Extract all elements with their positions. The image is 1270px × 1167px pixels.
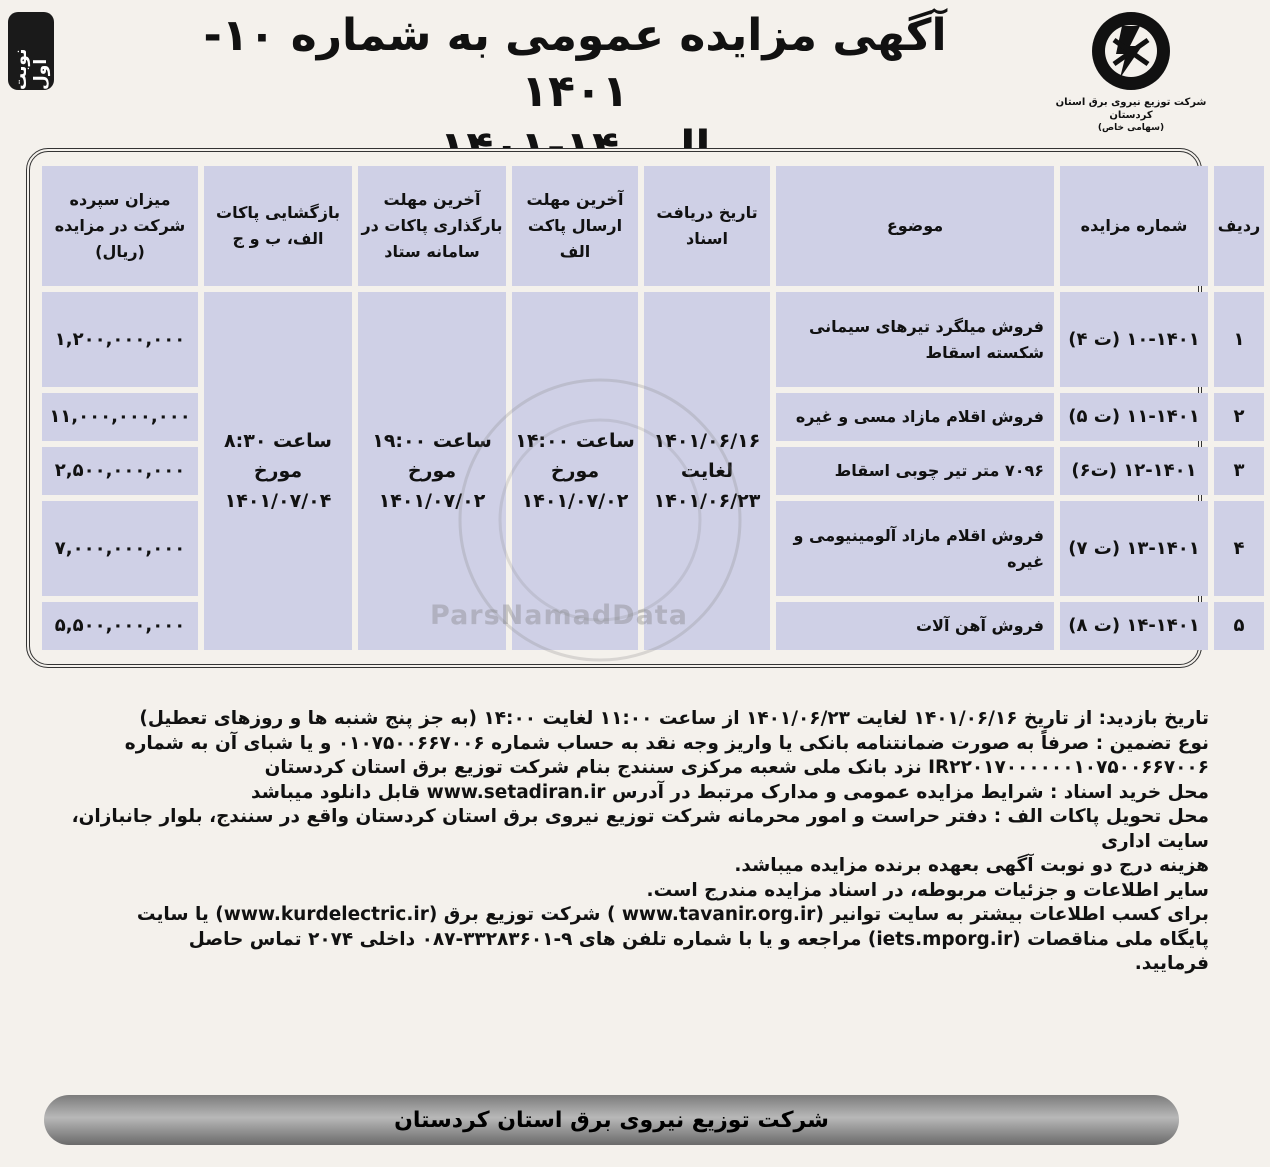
other-info-line: سایر اطلاعات و جزئیات مربوطه، در اسناد مزایده مندرج است.	[646, 879, 1209, 901]
header-radif: ردیف	[1214, 166, 1264, 286]
cell-radif: ۱	[1214, 292, 1264, 387]
badge-label: نوبت اول	[11, 48, 51, 90]
guarantee-line: نوع تضمین : صرفاً به صورت ضمانتنامه بانکی یا واریز وجه نقد به حساب شماره ۰۱۰۷۵۰۰۶۶۷۰۰۶ و یا شبای آن به شماره	[124, 732, 1209, 754]
title-line-1: آگهی مزایده عمومی به شماره ۱۰- ۱۴۰۱	[203, 10, 947, 117]
opening-date: ۱۴۰۱/۰۷/۰۴	[224, 490, 332, 512]
cell-deposit: ۷,۰۰۰,۰۰۰,۰۰۰	[42, 501, 198, 596]
closing-line: فرمایید.	[1134, 953, 1209, 974]
cell-subject: فروش اقلام مازاد آلومینیومی و غیره	[776, 501, 1054, 596]
upload-time: ساعت ۱۹:۰۰	[372, 430, 492, 452]
cell-radif: ۴	[1214, 501, 1264, 596]
cell-radif: ۵	[1214, 602, 1264, 650]
cell-auction-number: ۱۰-۱۴۰۱ (ت ۴)	[1060, 292, 1208, 387]
cell-deposit: ۱,۲۰۰,۰۰۰,۰۰۰	[42, 292, 198, 387]
contact-line: پایگاه ملی مناقصات (iets.mporg.ir) مراجعه و یا با شماره تلفن های ۹-۳۳۲۸۳۶۰۱-۰۸۷ داخلی ۲۰۷۴ تماس حاصل	[188, 928, 1209, 950]
opening-dated-label: مورخ	[253, 460, 303, 482]
more-info-line: برای کسب اطلاعات بیشتر به سایت توانیر (www.tavanir.org.ir ) شرکت توزیع برق (www.kurdelectric.ir) یا سایت	[136, 904, 1209, 925]
cell-subject: فروش اقلام مازاد مسی و غیره	[776, 393, 1054, 441]
delivery-location-line: محل تحویل پاکات الف : دفتر حراست و امور محرمانه شرکت توزیع نیروی برق استان کردستان واقع در سنندج، بلوار جانبازان،	[71, 806, 1209, 827]
auction-table	[36, 160, 1270, 656]
receipt-until-label: لغایت	[680, 460, 734, 482]
cell-subject: فروش آهن آلات	[776, 602, 1054, 650]
header-opening: بازگشایی پاکات الف، ب و ج	[204, 166, 352, 286]
visit-date-line: تاریخ بازدید: از تاریخ ۱۴۰۱/۰۶/۱۶ لغایت ۱۴۰۱/۰۶/۲۳ از ساعت ۱۱:۰۰ لغایت ۱۴:۰۰ (به جز پنج شنبه ها و روزهای تعطیل)	[139, 708, 1209, 729]
receipt-to: ۱۴۰۱/۰۶/۲۳	[653, 490, 761, 512]
cell-subject: فروش میلگرد تیرهای سیمانی شکسته اسقاط	[776, 292, 1054, 387]
cell-upload-deadline	[358, 292, 506, 650]
cell-deposit: ۱۱,۰۰۰,۰۰۰,۰۰۰	[42, 393, 198, 441]
company-logo	[1051, 12, 1211, 132]
header-send-deadline: آخرین مهلت ارسال پاکت الف	[512, 166, 638, 286]
upload-date: ۱۴۰۱/۰۷/۰۲	[378, 490, 486, 512]
send-dated-label: مورخ	[550, 460, 600, 482]
header-receipt-date: تاریخ دریافت اسناد	[644, 166, 770, 286]
electricity-logo-icon	[1092, 12, 1170, 90]
first-publication-badge	[8, 12, 54, 90]
cell-opening	[204, 292, 352, 650]
header-deposit: میزان سپرده شرکت در مزایده (ریال)	[42, 166, 198, 286]
cell-send-deadline	[512, 292, 638, 650]
cell-subject: ۷۰۹۶ متر تیر چوبی اسقاط	[776, 447, 1054, 495]
header-auction-number: شماره مزایده	[1060, 166, 1208, 286]
send-date: ۱۴۰۱/۰۷/۰۲	[521, 490, 629, 512]
receipt-from: ۱۴۰۱/۰۶/۱۶	[653, 430, 761, 452]
iban-line: IR۲۲۰۱۷۰۰۰۰۰۰۱۰۷۵۰۰۶۶۷۰۰۶ نزد بانک ملی شعبه مرکزی سنندج بنام شرکت توزیع برق استان کردستان	[264, 757, 1209, 778]
table-header-row	[42, 166, 1264, 286]
footer-company-name: شرکت توزیع نیروی برق استان کردستان	[394, 1107, 829, 1133]
cell-auction-number: ۱۲-۱۴۰۱ (ت۶)	[1060, 447, 1208, 495]
auction-table-frame	[26, 148, 1261, 668]
watermark-text: ParsNamadData	[430, 600, 688, 631]
upload-dated-label: مورخ	[407, 460, 457, 482]
footer-banner	[44, 1095, 1179, 1145]
opening-time: ساعت ۸:۳۰	[224, 430, 332, 452]
cell-auction-number: ۱۴-۱۴۰۱ (ت ۸)	[1060, 602, 1208, 650]
cell-auction-number: ۱۳-۱۴۰۱ (ت ۷)	[1060, 501, 1208, 596]
cell-radif: ۲	[1214, 393, 1264, 441]
cell-deposit: ۵,۵۰۰,۰۰۰,۰۰۰	[42, 602, 198, 650]
documents-purchase-line: محل خرید اسناد : شرایط مزایده عمومی و مدارک مرتبط در آدرس www.setadiran.ir قابل دانلود میباشد	[251, 781, 1209, 803]
table-row	[42, 292, 1264, 387]
logo-company-name: شرکت توزیع نیروی برق استان کردستان	[1055, 97, 1207, 121]
header-subject: موضوع	[776, 166, 1054, 286]
delivery-location-cont: سایت اداری	[1101, 830, 1209, 852]
logo-company-type: (سهامی خاص)	[1097, 123, 1165, 133]
announcement-body	[19, 707, 1209, 977]
cell-auction-number: ۱۱-۱۴۰۱ (ت ۵)	[1060, 393, 1208, 441]
send-time: ساعت ۱۴:۰۰	[515, 430, 635, 452]
cell-deposit: ۲,۵۰۰,۰۰۰,۰۰۰	[42, 447, 198, 495]
ad-cost-line: هزینه درج دو نوبت آگهی بعهده برنده مزایده میباشد.	[734, 855, 1209, 876]
header-upload-deadline: آخرین مهلت بارگذاری پاکات در سامانه ستاد	[358, 166, 506, 286]
cell-receipt-date	[644, 292, 770, 650]
cell-radif: ۳	[1214, 447, 1264, 495]
